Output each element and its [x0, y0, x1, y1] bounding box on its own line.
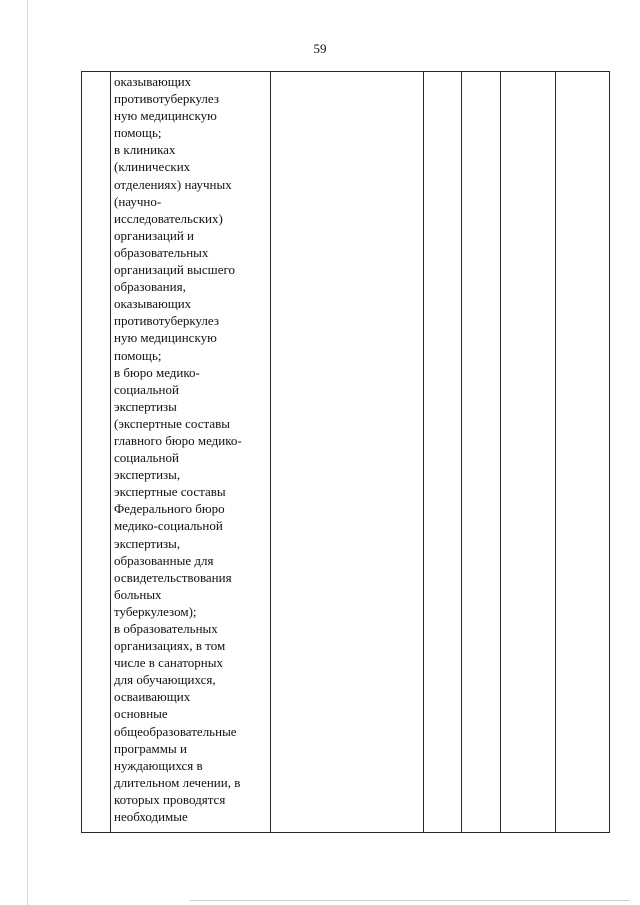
cell-text-line: помощь; — [114, 347, 162, 363]
page-number: 59 — [313, 41, 327, 56]
table-cell-empty — [424, 72, 461, 832]
cell-text-line: освидетельствования — [114, 569, 232, 585]
cell-text-line: длительном лечении, в — [114, 774, 241, 790]
cell-text-line: оказывающих — [114, 296, 192, 312]
cell-text-line: отделениях) научных — [114, 176, 232, 192]
table-cell-empty — [556, 72, 609, 832]
cell-text-line: экспертизы, — [114, 467, 181, 483]
cell-text-line: оказывающих — [114, 74, 192, 89]
table-cell-description — [114, 73, 274, 825]
cell-text-line: медико-социальной — [114, 518, 223, 534]
scan-edge-left — [27, 0, 28, 905]
cell-text-line: противотуберкулез — [114, 313, 219, 329]
cell-text-line: образования, — [114, 279, 186, 295]
cell-text-line: социальной — [114, 381, 179, 397]
table-cell-empty — [501, 72, 555, 832]
table-cell-number — [82, 72, 110, 832]
cell-text-line: противотуберкулез — [114, 91, 219, 107]
cell-text-line: туберкулезом); — [114, 603, 197, 619]
table-cell-empty — [271, 72, 423, 832]
cell-text-line: ную медицинскую — [114, 330, 217, 346]
scan-edge-bottom — [190, 900, 630, 901]
cell-text-line: организаций высшего — [114, 262, 235, 278]
cell-text-line: нуждающихся в — [114, 757, 203, 773]
cell-text-line: (экспертные составы — [114, 415, 230, 431]
cell-text-line: организаций и — [114, 227, 194, 243]
cell-text-line: образовательных — [114, 244, 209, 260]
cell-text-line: в клиниках — [114, 142, 176, 158]
cell-text-line: помощь; — [114, 125, 162, 141]
cell-text-line: осваивающих — [114, 689, 191, 705]
cell-text-line: образованные для — [114, 552, 214, 568]
document-table — [81, 71, 610, 833]
cell-text-line: (научно- — [114, 193, 162, 209]
cell-text-line: основные — [114, 706, 168, 722]
cell-text-line: которых проводятся — [114, 791, 226, 807]
cell-text-line: Федерального бюро — [114, 501, 225, 517]
cell-text-line: в образовательных — [114, 621, 218, 636]
cell-text-line: программы и — [114, 740, 187, 756]
cell-text-line: числе в санаторных — [114, 655, 223, 671]
cell-text-line: общеобразовательные — [114, 723, 237, 739]
cell-text-line: организациях, в том — [114, 638, 226, 654]
cell-text-line: исследовательских) — [114, 210, 223, 226]
cell-text-line: для обучающихся, — [114, 672, 216, 688]
cell-text-line: больных — [114, 586, 162, 602]
cell-text-line: главного бюро медико- — [114, 432, 242, 448]
cell-text-line: (клинических — [114, 159, 191, 175]
table-column-divider — [110, 72, 111, 832]
cell-text-line: экспертные составы — [114, 484, 226, 500]
cell-text-line: ную медицинскую — [114, 108, 217, 124]
cell-text-line: экспертизы — [114, 398, 177, 414]
cell-text-line: экспертизы, — [114, 535, 181, 551]
table-cell-empty — [462, 72, 500, 832]
cell-text-line: социальной — [114, 450, 179, 466]
cell-text-line: необходимые — [114, 809, 188, 825]
cell-text-line: в бюро медико- — [114, 364, 200, 380]
